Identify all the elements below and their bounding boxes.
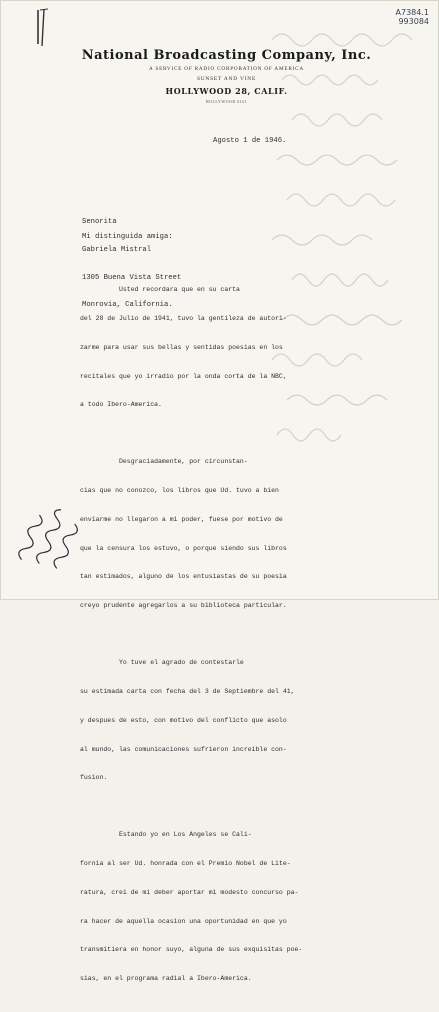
body-line: su estimada carta con fecha del 3 de Septiembre del 41, <box>80 687 295 695</box>
body-line: Yo tuve el agrado de contestarle <box>80 659 244 667</box>
body-line: fusion. <box>80 774 108 782</box>
letter-date: Agosto 1 de 1946. <box>213 137 287 145</box>
letter-body <box>80 266 362 1012</box>
body-line: que la censura los estuvo, o porque siendo sus libros <box>80 544 287 552</box>
body-line: recitales que yo irradio por la onda corta de la NBC, <box>80 372 287 380</box>
company-street: SUNSET AND VINE <box>196 76 257 82</box>
body-line: Desgraciadamente, por circunstan- <box>80 458 248 466</box>
company-city: HOLLYWOOD 28, CALIF. <box>165 86 288 96</box>
body-line: creyo prudente agregarlos a su biblioteca particular. <box>80 602 287 610</box>
body-line: del 28 de Julio de 1941, tuvo la gentileza de autori- <box>80 314 287 322</box>
company-name: National Broadcasting Company, Inc. <box>81 48 372 63</box>
body-line: tan estimados, alguno de los entusiastas de su poesia <box>80 573 287 581</box>
paragraph <box>80 811 362 1003</box>
body-line: fornia al ser Ud. honrada con el Premio Nobel de Lite- <box>80 860 291 868</box>
salutation: Mi distinguida amiga: <box>82 233 173 241</box>
handwritten-margin-note <box>10 480 100 580</box>
addressee-line: Monrovia, California. <box>82 301 173 310</box>
archive-number-line-2: 993084 <box>398 17 429 26</box>
paragraph <box>80 639 362 802</box>
paragraph <box>80 266 362 429</box>
body-line: a todo Ibero-America. <box>80 401 162 409</box>
body-line: cias que no conozco, los libros que Ud. tuvo a bien <box>80 487 279 495</box>
paragraph <box>80 438 362 630</box>
body-line: sias, en el programa radial a Ibero-America. <box>80 975 252 983</box>
body-line: al mundo, las comunicaciones sufrieron increible con- <box>80 745 287 753</box>
body-line: zarme para usar sus bellas y sentidas poesias en los <box>80 343 283 351</box>
handwritten-bracket-mark <box>34 8 54 48</box>
letterhead <box>0 48 439 104</box>
company-tagline: A SERVICE OF RADIO CORPORATION OF AMERICA <box>149 66 304 72</box>
addressee-line: 1305 Buena Vista Street <box>82 273 182 282</box>
body-line: ratura, crei de mi deber aportar mi modesto concurso pa- <box>80 888 299 896</box>
addressee-line: Gabriela Mistral <box>82 246 152 255</box>
addressee-line: Senorita <box>82 218 117 227</box>
archive-number-line-1: A7384.1 <box>395 8 429 17</box>
body-line: transmitiera en honor suyo, alguna de sus exquisitas poe- <box>80 946 303 954</box>
body-line: enviarme no llegaron a mi poder, fuese por motivo de <box>80 515 283 523</box>
body-line: ra hacer de aquella ocasion una oportunidad en que yo <box>80 917 287 925</box>
body-line: Estando yo en Los Angeles se Cali- <box>80 831 252 839</box>
company-phone: HOLLYWOOD 6161 <box>205 99 248 104</box>
body-line: Usted recordara que en su carta <box>80 286 240 294</box>
body-line: y despues de esto, con motivo del conflicto que asolo <box>80 716 287 724</box>
